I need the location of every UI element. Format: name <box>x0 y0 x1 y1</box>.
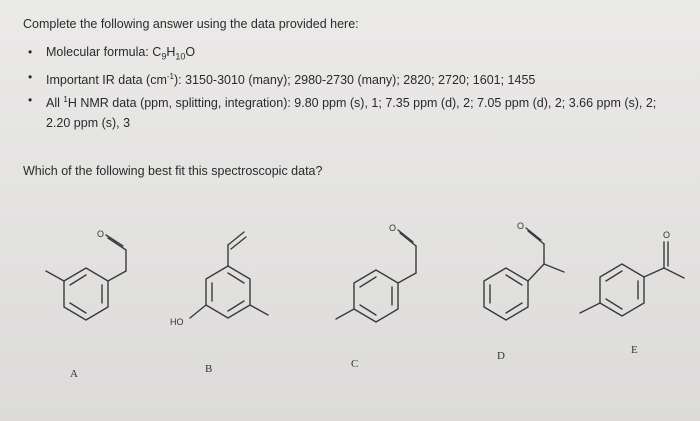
structure-c-bond <box>398 273 416 283</box>
choice-label-a: A <box>70 368 78 380</box>
structure-b <box>190 232 268 318</box>
formula-o: O <box>185 45 196 59</box>
ir-values: ): 3150-3010 (many); 2980-2730 (many); 2820; 2720; 1601; 1455 <box>174 72 536 87</box>
structure-c-oxygen: O <box>389 223 397 233</box>
structure-e-oxygen: O <box>663 230 671 240</box>
structure-b-oh-bond <box>190 305 206 318</box>
formula-h-sub: 10 <box>175 51 186 62</box>
structure-a-bond <box>108 271 126 281</box>
question-text: Which of the following best fit this spectroscopic data? <box>23 164 323 178</box>
choice-label-c: C <box>351 358 359 370</box>
choice-label-d: D <box>497 350 505 362</box>
structure-e-bond <box>644 268 664 277</box>
structure-b-methyl <box>250 305 268 315</box>
ir-sup: -1 <box>166 71 174 81</box>
formula-h: H <box>166 45 176 59</box>
nmr-sup: 1 <box>63 94 68 104</box>
structure-a <box>46 235 126 320</box>
structure-c <box>336 230 416 322</box>
formula-c-sub: 9 <box>161 51 167 62</box>
structure-d-carbonyl <box>526 228 541 240</box>
structure-d-bond <box>528 264 544 281</box>
choice-label-e: E <box>631 344 638 356</box>
structure-e-methyl <box>580 303 600 313</box>
nmr-line-2: 2.20 ppm (s), 3 <box>46 115 131 130</box>
structure-c-methyl <box>336 309 354 319</box>
ir-label: Important IR data (cm <box>46 72 167 87</box>
structure-a-oxygen: O <box>97 229 105 239</box>
structure-d-methyl <box>544 264 564 272</box>
structure-c-carbonyl <box>398 230 413 242</box>
choice-label-b: B <box>205 363 213 375</box>
structure-a-carbonyl <box>106 235 123 246</box>
structure-c-carbonyl <box>400 233 416 246</box>
structure-b-vinyl <box>228 232 244 245</box>
structure-e <box>580 242 684 316</box>
structure-d <box>484 228 564 320</box>
nmr-line-1: H NMR data (ppm, splitting, integration): 9.80 ppm (s), 1; 7.35 ppm (d), 2; 7.05 ppm (d), 2; 3.66 ppm (s), 2; <box>67 95 657 110</box>
structure-e-methyl <box>664 268 684 278</box>
nmr-prefix: All <box>46 95 64 110</box>
structure-b-hydroxyl: HO <box>170 317 184 327</box>
formula-c: C <box>152 45 162 59</box>
structure-d-carbonyl <box>528 231 544 244</box>
structure-b-vinyl <box>231 237 246 249</box>
structure-d-oxygen: O <box>517 221 525 231</box>
structure-a-carbonyl <box>108 238 126 250</box>
intro-text: Complete the following answer using the data provided here: <box>23 17 359 31</box>
formula-label: Molecular formula: <box>46 45 153 59</box>
structure-a-methyl <box>46 271 64 281</box>
